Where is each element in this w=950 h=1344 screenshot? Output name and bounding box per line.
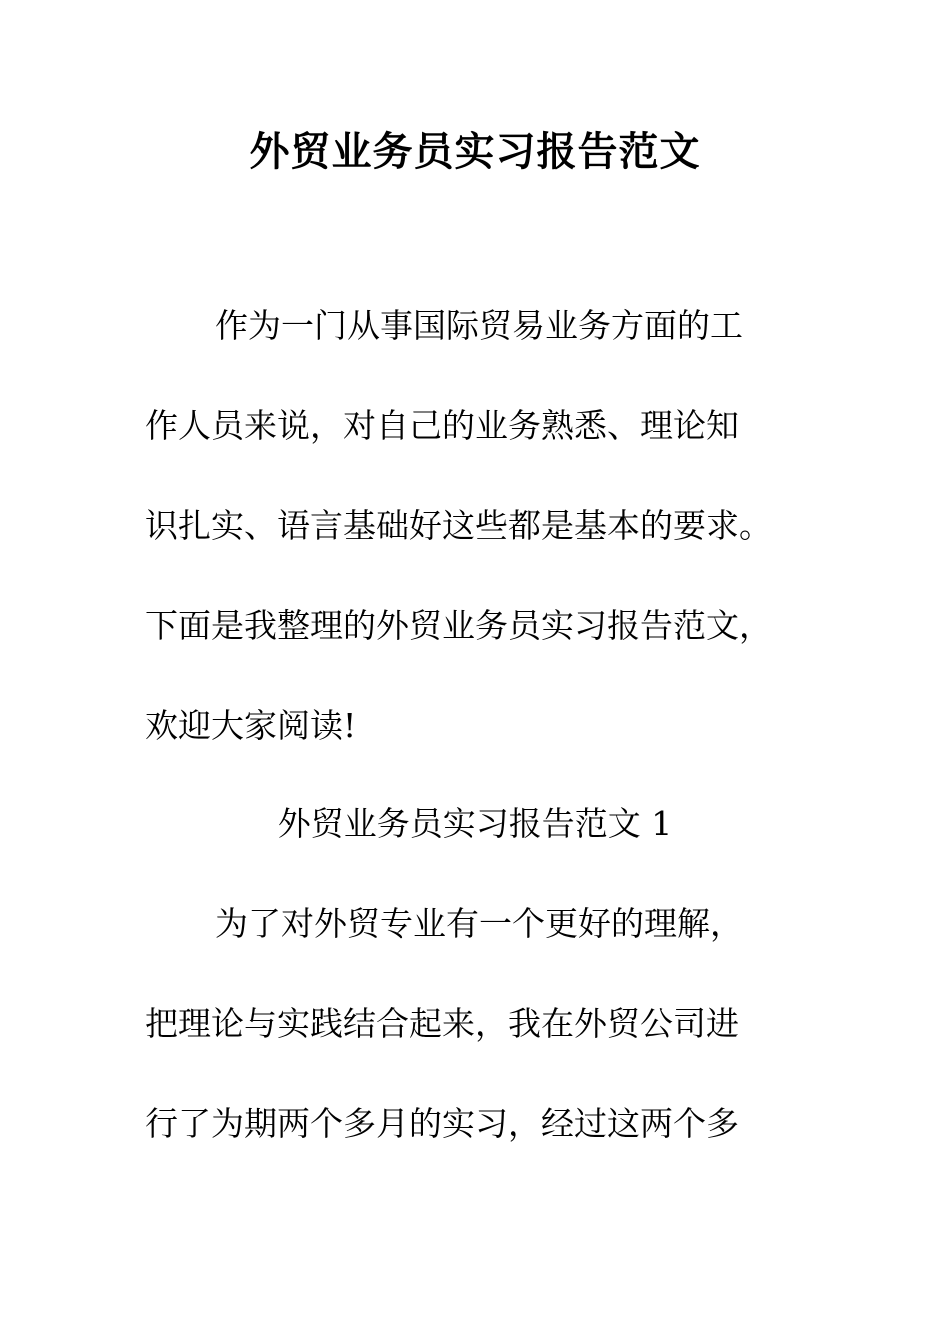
paragraph-line: 作人员来说，对自己的业务熟悉、理论知	[145, 406, 739, 445]
document-title: 外贸业务员实习报告范文	[249, 128, 701, 175]
paragraph-line: 为了对外贸专业有一个更好的理解，	[215, 904, 743, 943]
paragraph-line: 欢迎大家阅读!	[145, 706, 357, 745]
paragraph-line: 作为一门从事国际贸易业务方面的工	[215, 306, 743, 345]
section-heading: 外贸业务员实习报告范文 1	[277, 804, 673, 843]
paragraph-line: 识扎实、语言基础好这些都是基本的要求。	[145, 506, 772, 545]
paragraph-line: 把理论与实践结合起来，我在外贸公司进	[145, 1004, 739, 1043]
paragraph-line: 下面是我整理的外贸业务员实习报告范文，	[145, 606, 772, 645]
paragraph-line: 行了为期两个多月的实习，经过这两个多	[145, 1104, 739, 1143]
